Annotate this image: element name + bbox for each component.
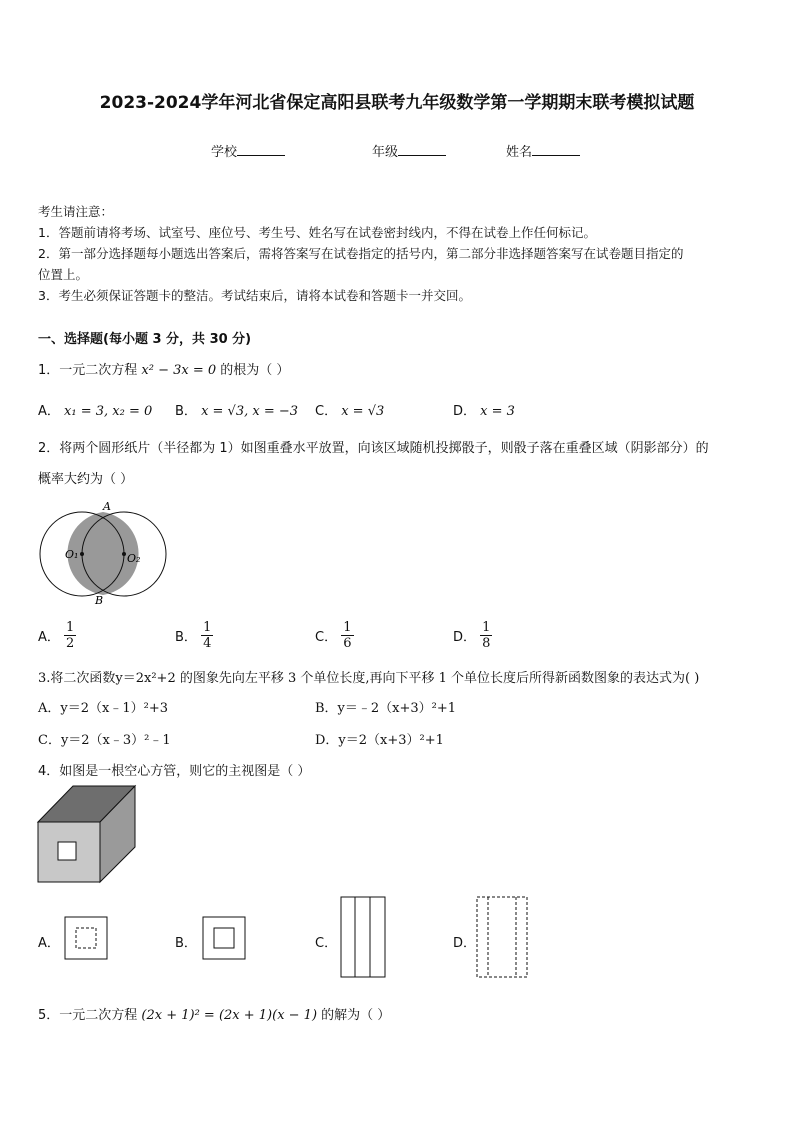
question-1-stem: 1．一元二次方程 x² − 3x = 0 的根为（ ）: [38, 363, 290, 378]
section-heading: 一、选择题(每小题 3 分，共 30 分): [38, 332, 252, 347]
q3-option-c[interactable]: C．y＝2（x﹣3）²﹣1: [38, 733, 171, 748]
hollow-square-tube-figure: [38, 785, 138, 885]
q1-option-a[interactable]: A． x₁ = 3, x₂ = 0: [38, 404, 153, 419]
tube-hollow-opening: [58, 842, 76, 860]
label-o2: O₂: [127, 552, 141, 565]
grade-field[interactable]: [372, 141, 446, 160]
q4-option-c-figure[interactable]: [340, 896, 386, 978]
q4-option-c-label[interactable]: C．: [315, 936, 338, 951]
question-3-stem: 3.将二次函数y＝2x²+2 的图象先向左平移 3 个单位长度,再向下平移 1 个单位长度后所得新函数图象的表达式为( ): [38, 671, 700, 686]
label-o1: O₁: [65, 548, 79, 561]
q1-option-d[interactable]: D． x = 3: [453, 404, 515, 419]
q4-option-a-label[interactable]: A．: [38, 936, 60, 951]
question-2-stem-line1: 2．将两个圆形纸片（半径都为 1）如图重叠水平放置，向该区域随机投掷骰子，则骰子落在重叠区域（阴影部分）的: [38, 441, 709, 456]
q1-option-b[interactable]: B． x = √3, x = −3: [175, 404, 299, 419]
school-field[interactable]: [211, 141, 285, 160]
q4-option-d-figure[interactable]: [476, 896, 528, 978]
name-field[interactable]: [506, 141, 580, 160]
grade-label: 年级: [372, 145, 399, 160]
notice-item-2: 2．第一部分选择题每小题选出答案后，需将答案写在试卷指定的括号内，第二部分非选择题答案写在试卷题目指定的: [38, 246, 684, 261]
q3-option-b[interactable]: B．y＝﹣2（x+3）²+1: [315, 701, 457, 716]
name-label: 姓名: [506, 145, 533, 160]
q1-equation: x² − 3x = 0: [141, 363, 217, 378]
notice-item-3: 3．考生必须保证答题卡的整洁。考试结束后，请将本试卷和答题卡一并交回。: [38, 288, 471, 303]
q1-option-c[interactable]: C． x = √3: [315, 404, 385, 419]
point-o1: [80, 552, 84, 556]
name-blank[interactable]: [532, 143, 580, 156]
notice-item-1: 1．答题前请将考场、试室号、座位号、考生号、姓名写在试卷密封线内，不得在试卷上作任何标记。: [38, 225, 596, 240]
q4-option-d-label[interactable]: D．: [453, 936, 477, 951]
notice-item-2-cont: 位置上。: [38, 267, 89, 282]
q3-option-d[interactable]: D．y＝2（x+3）²+1: [315, 733, 444, 748]
q3-option-a[interactable]: A．y＝2（x﹣1）²+3: [38, 701, 168, 716]
notice-heading: 考生请注意：: [38, 204, 114, 219]
question-2-stem-line2: 概率大约为（ ）: [38, 472, 134, 487]
overlapping-circles-figure: [38, 500, 168, 610]
question-5-stem: 5．一元二次方程 (2x + 1)² = (2x + 1)(x − 1) 的解为（ ）: [38, 1008, 391, 1023]
grade-blank[interactable]: [398, 143, 446, 156]
q5-equation: (2x + 1)² = (2x + 1)(x − 1): [141, 1008, 318, 1023]
point-o2: [122, 552, 126, 556]
q2-option-c[interactable]: C． $\frac{1}{6}$: [315, 620, 352, 651]
school-blank[interactable]: [237, 143, 285, 156]
q4-option-b-label[interactable]: B．: [175, 936, 197, 951]
question-4-stem: 4．如图是一根空心方管，则它的主视图是（ ）: [38, 764, 311, 779]
q4-option-a-figure[interactable]: [64, 916, 108, 960]
label-b: B: [95, 594, 104, 607]
page-title: 2023-2024学年河北省保定高阳县联考九年级数学第一学期期末联考模拟试题: [99, 93, 695, 113]
label-a: A: [103, 500, 111, 513]
q4-option-b-figure[interactable]: [202, 916, 246, 960]
school-label: 学校: [211, 145, 238, 160]
q2-option-a[interactable]: A． $\frac{1}{2}$: [38, 620, 75, 651]
q2-option-d[interactable]: D． $\frac{1}{8}$: [453, 620, 491, 651]
q2-option-b[interactable]: B． $\frac{1}{4}$: [175, 620, 212, 651]
